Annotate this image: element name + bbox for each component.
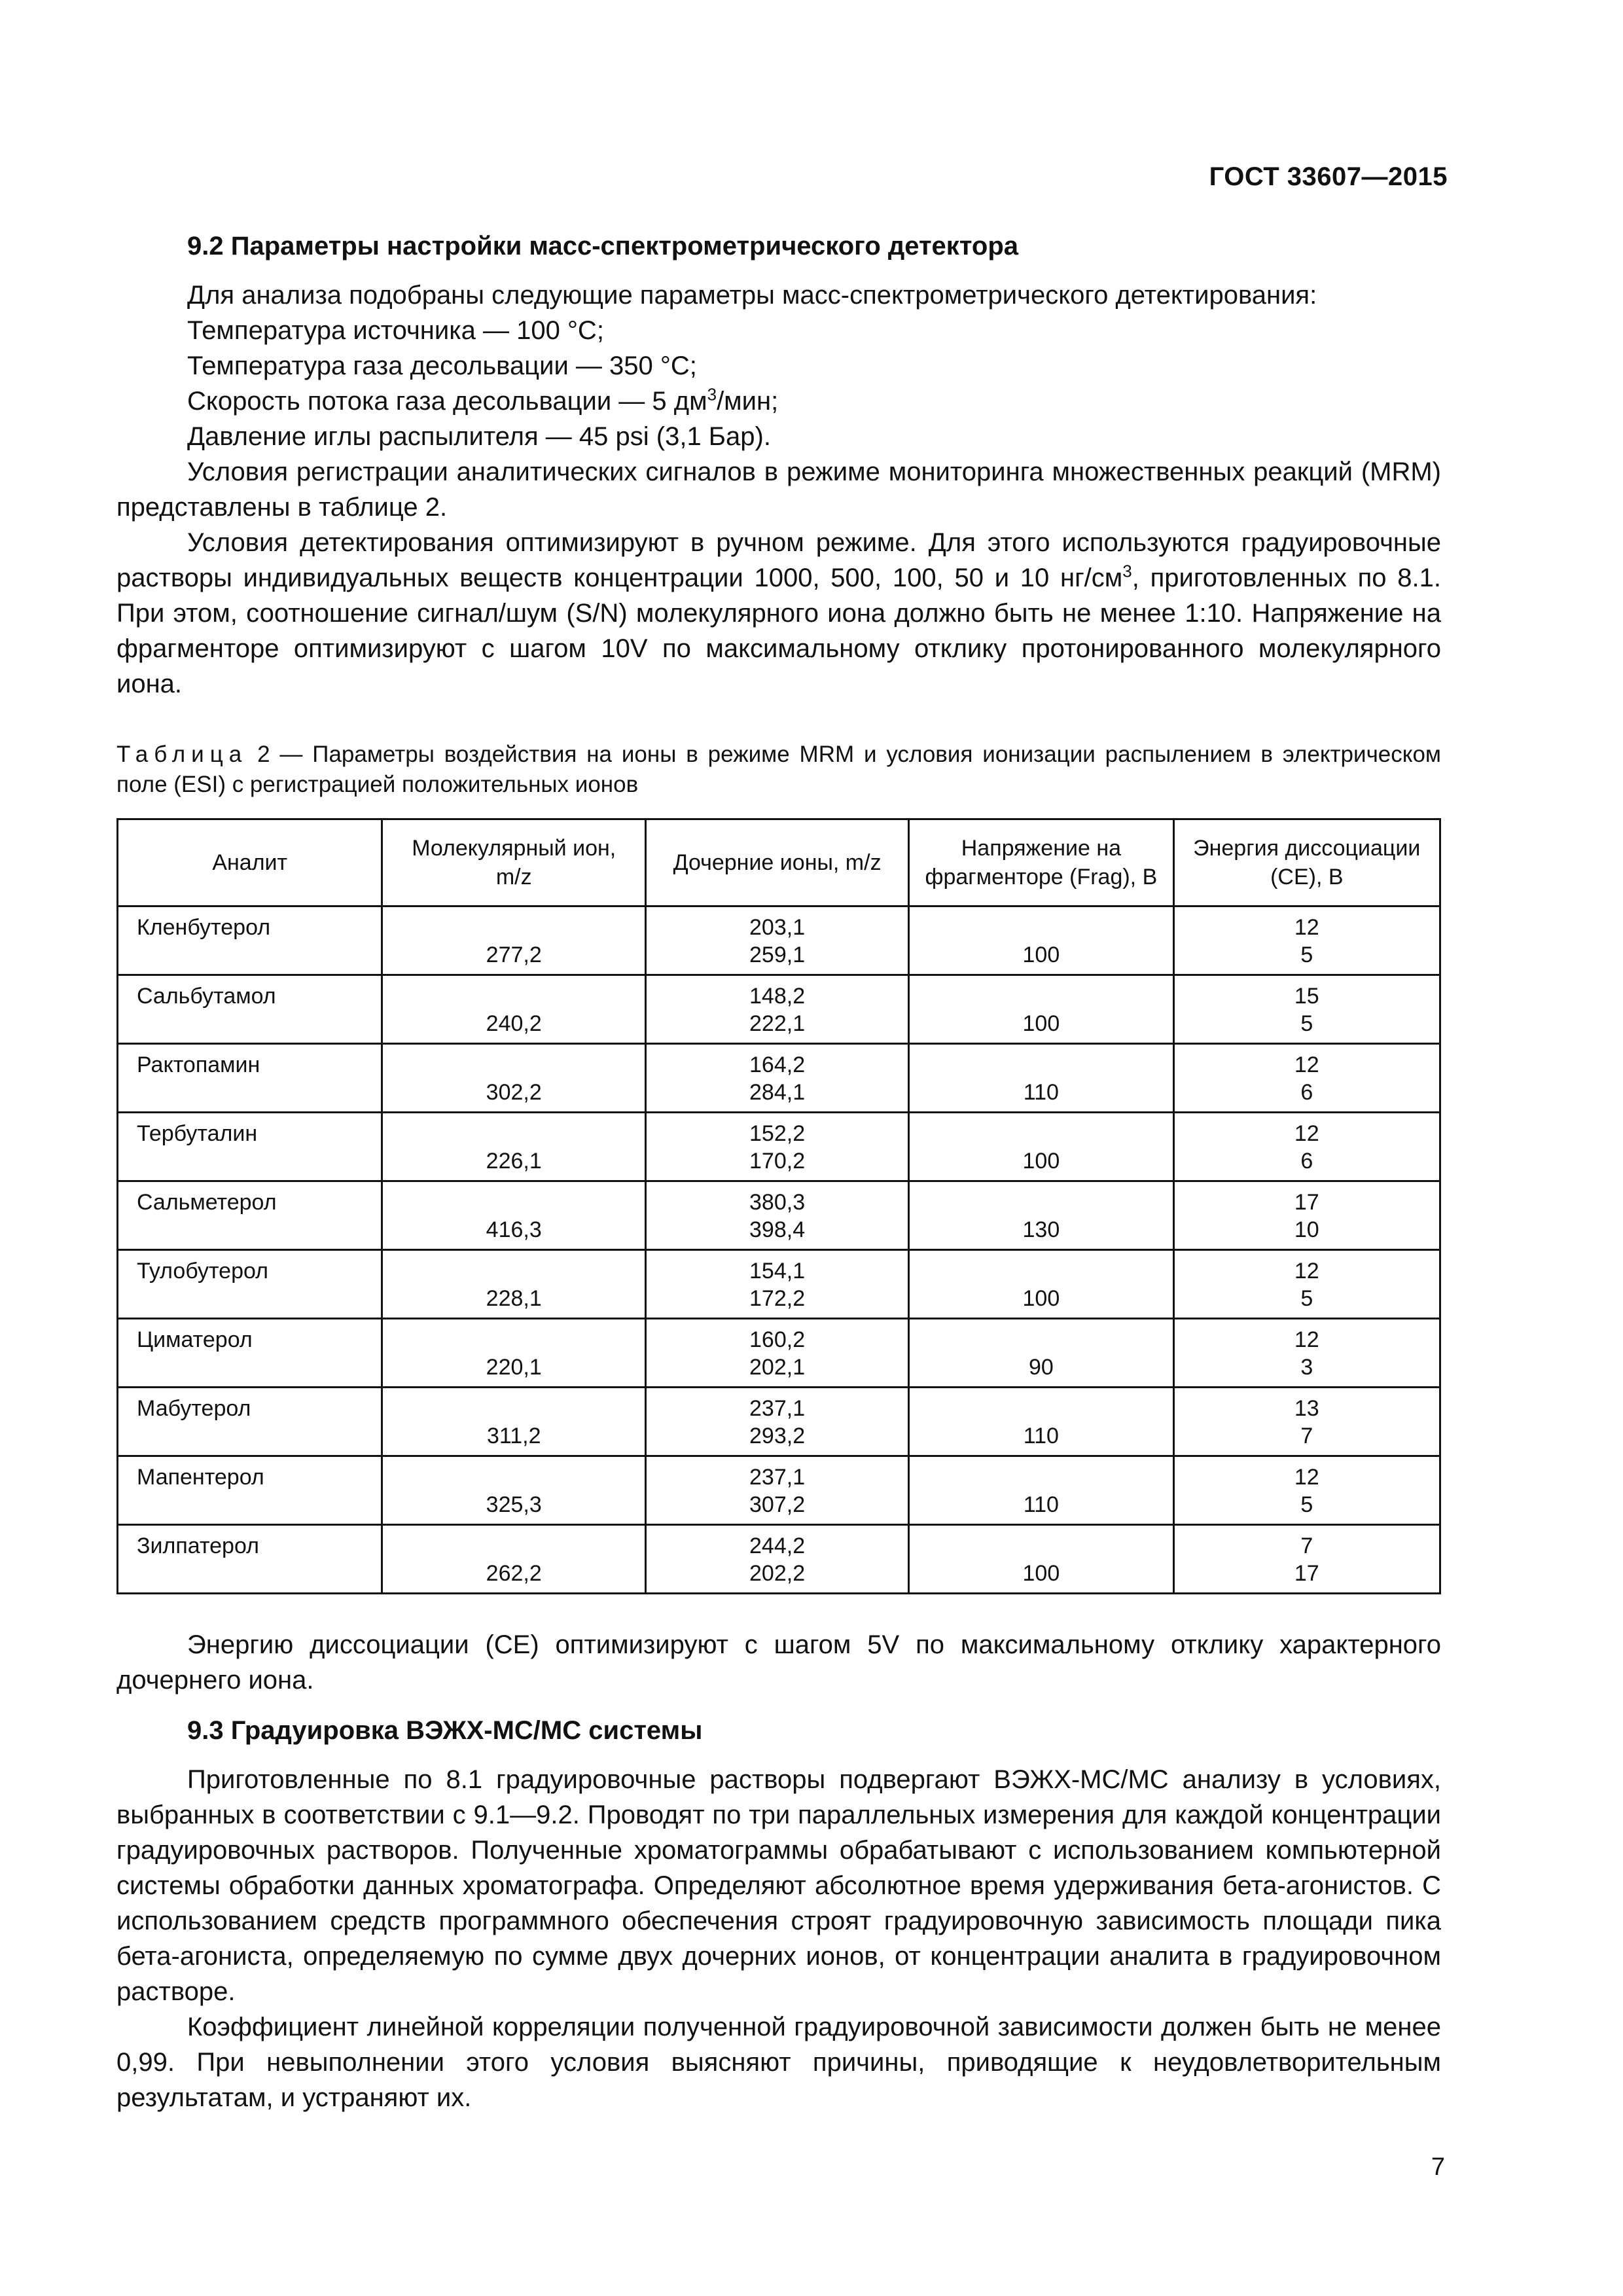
param-gas-flow-sup: 3 (707, 384, 717, 404)
daughter-1: 237,1 (749, 1396, 806, 1421)
ce-1: 7 (1300, 1534, 1313, 1558)
page-content (116, 228, 1441, 2115)
detection-sup: 3 (1122, 561, 1132, 581)
cell-daughter (645, 1113, 908, 1181)
daughter-2: 398,4 (749, 1217, 806, 1242)
cell-daughter (645, 1388, 908, 1456)
cell-frag (909, 1388, 1173, 1456)
ce-1: 12 (1294, 1052, 1319, 1077)
cell-daughter (645, 975, 908, 1044)
cell-daughter (645, 1456, 908, 1525)
ce-2: 10 (1294, 1217, 1319, 1242)
cell-mol-ion-value: 277,2 (486, 942, 542, 967)
daughter-1: 380,3 (749, 1190, 806, 1215)
table-row (118, 1181, 1440, 1250)
cell-frag-value: 90 (1028, 1355, 1054, 1380)
cell-ce (1173, 1456, 1440, 1525)
daughter-1: 237,1 (749, 1465, 806, 1490)
cell-mol-ion (382, 1250, 646, 1319)
ce-1: 12 (1294, 1259, 1319, 1283)
table-2-caption (116, 740, 1441, 800)
ce-2: 3 (1300, 1355, 1313, 1380)
page-number: 7 (1431, 2153, 1445, 2181)
cell-mol-ion-value: 240,2 (486, 1011, 542, 1036)
ce-2: 6 (1300, 1080, 1313, 1105)
cell-frag-value: 130 (1022, 1217, 1060, 1242)
cell-mol-ion-value: 220,1 (486, 1355, 542, 1380)
cell-frag-value: 100 (1022, 1286, 1060, 1311)
cell-frag (909, 1525, 1173, 1594)
section-9-3-title: 9.3 Градуировка ВЭЖХ-МС/МС системы (187, 1716, 703, 1745)
table-row (118, 1388, 1440, 1456)
cell-mol-ion (382, 1525, 646, 1594)
cell-mol-ion (382, 1181, 646, 1250)
ce-2: 17 (1294, 1561, 1319, 1586)
cell-mol-ion-value: 228,1 (486, 1286, 542, 1311)
params-intro: Для анализа подобраны следующие параметры масс-спектрометрического детектирования: (187, 281, 1317, 310)
cell-frag (909, 906, 1173, 975)
daughter-1: 160,2 (749, 1327, 806, 1352)
cell-frag (909, 1456, 1173, 1525)
param-gas-flow-text: Скорость потока газа десольвации — 5 дм (187, 387, 707, 416)
cell-frag-value: 100 (1022, 1561, 1060, 1586)
header-collision-energy: Энергия диссоциации (CE), В (1173, 819, 1440, 906)
detection-paragraph (116, 525, 1441, 702)
cell-daughter (645, 1250, 908, 1319)
mrm-paragraph: Условия регистрации аналитических сигналов в режиме мониторинга множественных реакций (MRM) представлены в таблице 2. (116, 457, 1441, 522)
cell-analyte: Сальметерол (118, 1181, 382, 1250)
cell-mol-ion (382, 906, 646, 975)
param-gas-temp: Температура газа десольвации — 350 °С; (187, 351, 697, 380)
ce-1: 17 (1294, 1190, 1319, 1215)
cell-analyte: Кленбутерол (118, 906, 382, 975)
cell-frag (909, 1319, 1173, 1388)
detection-text-a: Условия детектирования оптимизируют в ручном режиме. Для этого используются градуировочные растворы индивидуальных веществ концентрации 1000, 500, 100, 50 и 10 нг/см (116, 528, 1441, 592)
cell-frag (909, 1113, 1173, 1181)
cell-mol-ion-value: 226,1 (486, 1149, 542, 1174)
daughter-1: 152,2 (749, 1121, 806, 1146)
param-gas-flow-tail: /мин; (717, 387, 779, 416)
daughter-2: 293,2 (749, 1424, 806, 1448)
calibration-paragraph-2: Коэффициент линейной корреляции полученной градуировочной зависимости должен быть не менее 0,99. При невыполнении этого условия выясняют причины, приводящие к неудовлетворительным результатам, и устраняют их. (116, 2013, 1441, 2112)
ce-2: 5 (1300, 1492, 1313, 1517)
param-source-temp: Температура источника — 100 °С; (187, 316, 604, 345)
cell-ce (1173, 1113, 1440, 1181)
cell-ce (1173, 1525, 1440, 1594)
daughter-1: 203,1 (749, 915, 806, 940)
cell-mol-ion (382, 1456, 646, 1525)
cell-frag-value: 100 (1022, 1011, 1060, 1036)
table-row (118, 1113, 1440, 1181)
cell-frag (909, 975, 1173, 1044)
table-caption-text: 2 — Параметры воздействия на ионы в режиме MRM и условия ионизации распылением в электрическом поле (ESI) с регистрацией положительных ионов (116, 742, 1441, 797)
cell-mol-ion (382, 1319, 646, 1388)
ce-2: 5 (1300, 1286, 1313, 1311)
cell-daughter (645, 1181, 908, 1250)
table-row (118, 975, 1440, 1044)
ce-1: 12 (1294, 1465, 1319, 1490)
cell-analyte: Зилпатерол (118, 1525, 382, 1594)
cell-daughter (645, 1044, 908, 1113)
cell-mol-ion (382, 1388, 646, 1456)
cell-frag-value: 100 (1022, 1149, 1060, 1174)
ce-1: 12 (1294, 1121, 1319, 1146)
cell-analyte: Тербуталин (118, 1113, 382, 1181)
table-row (118, 1250, 1440, 1319)
cell-daughter (645, 1319, 908, 1388)
cell-analyte: Тулобутерол (118, 1250, 382, 1319)
cell-mol-ion-value: 302,2 (486, 1080, 542, 1105)
ce-2: 7 (1300, 1424, 1313, 1448)
cell-frag-value: 110 (1023, 1080, 1059, 1105)
standard-designation: ГОСТ 33607—2015 (1209, 162, 1448, 191)
cell-frag (909, 1044, 1173, 1113)
ce-1: 12 (1294, 915, 1319, 940)
cell-ce (1173, 1181, 1440, 1250)
param-gas-flow (116, 384, 1441, 419)
cell-mol-ion-value: 416,3 (486, 1217, 542, 1242)
cell-ce (1173, 1044, 1440, 1113)
cell-analyte: Мабутерол (118, 1388, 382, 1456)
header-analyte: Аналит (118, 819, 382, 906)
ce-2: 5 (1300, 1011, 1313, 1036)
daughter-2: 222,1 (749, 1011, 806, 1036)
table-caption-label: Таблица (116, 742, 248, 767)
cell-frag-value: 110 (1023, 1424, 1059, 1448)
table-row (118, 906, 1440, 975)
cell-frag-value: 110 (1023, 1492, 1059, 1517)
daughter-2: 202,2 (749, 1561, 806, 1586)
cell-ce (1173, 1250, 1440, 1319)
table-row (118, 1319, 1440, 1388)
cell-mol-ion-value: 262,2 (486, 1561, 542, 1586)
daughter-2: 307,2 (749, 1492, 806, 1517)
table-2 (116, 818, 1441, 1594)
table-body (118, 906, 1440, 1594)
table-row (118, 1456, 1440, 1525)
daughter-2: 202,1 (749, 1355, 806, 1380)
cell-mol-ion-value: 325,3 (486, 1492, 542, 1517)
section-9-2-title: 9.2 Параметры настройки масс-спектрометрического детектора (187, 232, 1018, 260)
table-row (118, 1044, 1440, 1113)
cell-frag (909, 1250, 1173, 1319)
ce-1: 12 (1294, 1327, 1319, 1352)
cell-ce (1173, 975, 1440, 1044)
table-row (118, 1525, 1440, 1594)
calibration-paragraph-1: Приготовленные по 8.1 градуировочные растворы подвергают ВЭЖХ-МС/МС анализу в условиях, выбранных в соответствии с 9.1—9.2. Проводят по три параллельных измерения для каждой концентрации градуировочных растворов. Полученные хроматограммы обрабатывают с использованием компьютерной системы обработки данных хроматографа. Определяют абсолютное время удерживания бета-агонистов. С использованием средств программного обеспечения строят градуировочную зависимость площади пика бета-агониста, определяемую по сумме двух дочерних ионов, от концентрации аналита в градуировочном растворе. (116, 1765, 1441, 2006)
daughter-1: 148,2 (749, 984, 806, 1009)
cell-mol-ion-value: 311,2 (486, 1424, 541, 1448)
header-molecular-ion: Молекулярный ион, m/z (382, 819, 646, 906)
header-daughter-ions: Дочерние ионы, m/z (645, 819, 908, 906)
cell-daughter (645, 1525, 908, 1594)
cell-analyte: Циматерол (118, 1319, 382, 1388)
cell-daughter (645, 906, 908, 975)
daughter-2: 172,2 (749, 1286, 806, 1311)
daughter-2: 284,1 (749, 1080, 806, 1105)
cell-frag-value: 100 (1022, 942, 1060, 967)
ce-2: 6 (1300, 1149, 1313, 1174)
cell-analyte: Рактопамин (118, 1044, 382, 1113)
daughter-1: 244,2 (749, 1534, 806, 1558)
ce-1: 13 (1294, 1396, 1319, 1421)
cell-analyte: Сальбутамол (118, 975, 382, 1044)
cell-mol-ion (382, 975, 646, 1044)
table-header-row (118, 819, 1440, 906)
cell-ce (1173, 1319, 1440, 1388)
cell-ce (1173, 1388, 1440, 1456)
detection-text-b: , приготовленных по 8.1. При этом, соотношение сигнал/шум (S/N) молекулярного иона должно быть не менее 1:10. Напряжение на фрагменторе оптимизируют с шагом 10V по максимальному отклику протонированного молекулярного иона. (116, 564, 1441, 698)
cell-analyte: Мапентерол (118, 1456, 382, 1525)
cell-mol-ion (382, 1113, 646, 1181)
daughter-2: 259,1 (749, 942, 806, 967)
ce-paragraph: Энергию диссоциации (CE) оптимизируют с шагом 5V по максимальному отклику характерного дочернего иона. (116, 1630, 1441, 1695)
daughter-2: 170,2 (749, 1149, 806, 1174)
cell-mol-ion (382, 1044, 646, 1113)
cell-frag (909, 1181, 1173, 1250)
cell-ce (1173, 906, 1440, 975)
header-fragmentor-voltage: Напряжение на фрагменторе (Frag), В (909, 819, 1173, 906)
ce-1: 15 (1294, 984, 1319, 1009)
daughter-1: 154,1 (749, 1259, 806, 1283)
param-needle-pressure: Давление иглы распылителя — 45 psi (3,1 Бар). (187, 422, 771, 451)
ce-2: 5 (1300, 942, 1313, 967)
daughter-1: 164,2 (749, 1052, 806, 1077)
